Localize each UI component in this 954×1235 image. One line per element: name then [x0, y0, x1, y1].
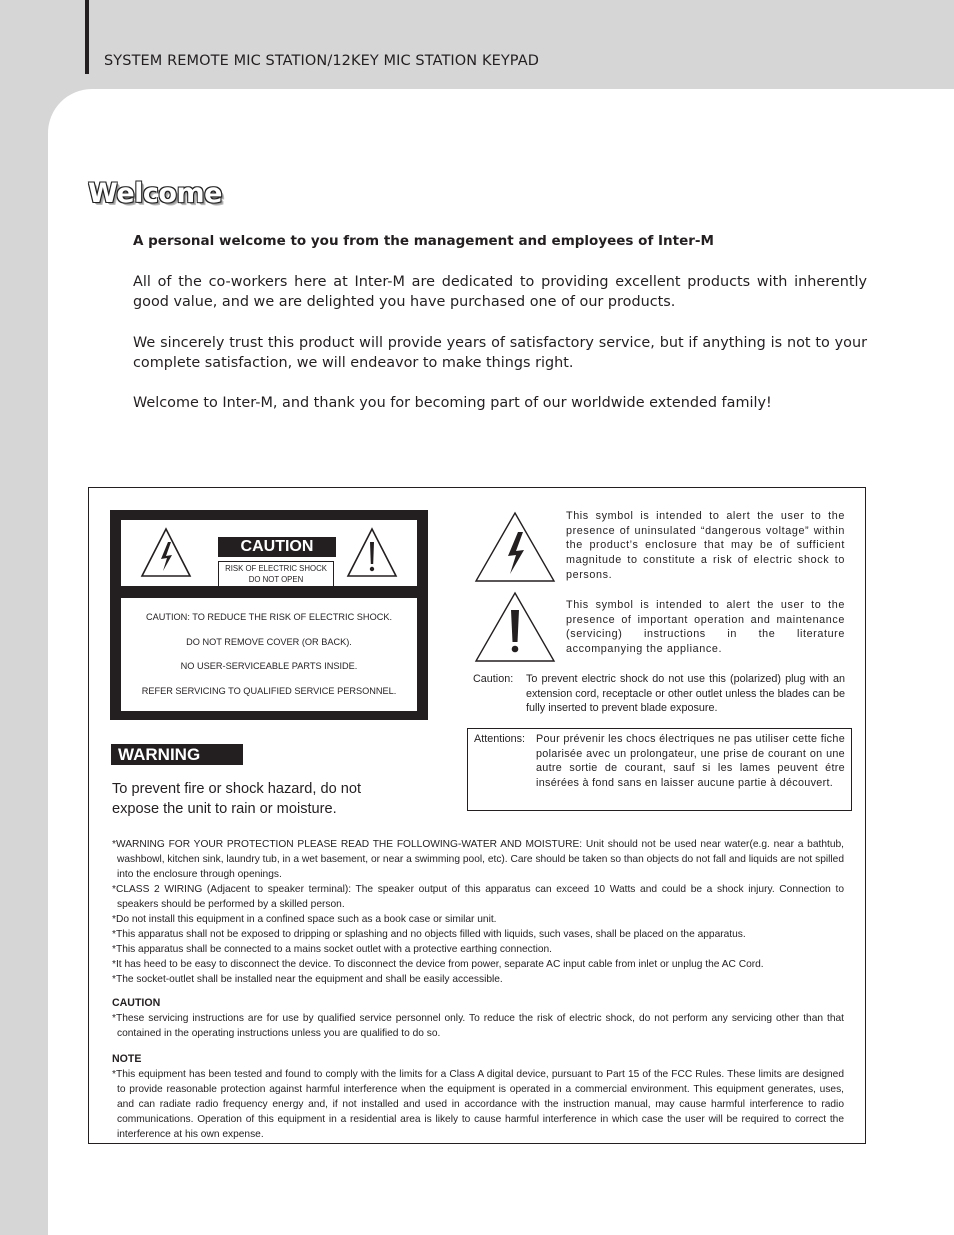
welcome-paragraph-1: All of the co-workers here at Inter-M are dedicated to providing excellent products with inherently good value, and we are delighted you have purchased one of our products.: [133, 274, 867, 310]
caution-line-4: REFER SERVICING TO QUALIFIED SERVICE PERSONNEL.: [141, 686, 397, 696]
welcome-paragraph-2: We sincerely trust this product will provide years of satisfactory service, but if anything is not to your complete satisfaction, we will endeavor to make things right.: [133, 335, 867, 371]
exclamation-triangle-icon: [473, 590, 557, 664]
caution-sublabel: RISK OF ELECTRIC SHOCK DO NOT OPEN: [218, 561, 334, 587]
safety-notes: [112, 837, 844, 987]
attention-symbol-text: This symbol is intended to alert the user to the presence of important operation and maintenance (servicing) instructions in the literature accompanying the appliance.: [566, 599, 845, 656]
exclamation-triangle-icon: [345, 526, 399, 580]
note-item: *The socket-outlet shall be installed near the equipment and shall be easily accessible.: [112, 974, 503, 985]
note-item: *CLASS 2 WIRING (Adjacent to speaker terminal): The speaker output of this apparatus can exceed 10 Watts and could be a shock injury. Connection to speakers should be performed by a skilled person.: [112, 884, 844, 910]
page-header-title: SYSTEM REMOTE MIC STATION/12KEY MIC STATION KEYPAD: [104, 53, 539, 69]
caution-text: *These servicing instructions are for use by qualified service personnel only. To reduce the risk of electric shock, do not perform any servicing other than that contained in the operating instructions unless you are qualified to do so.: [112, 1013, 844, 1039]
caution-panel-bottom: [121, 598, 417, 711]
welcome-heading: Welcome: [88, 178, 222, 209]
caution-line-3: NO USER-SERVICEABLE PARTS INSIDE.: [180, 661, 358, 671]
note-section: [112, 1052, 844, 1142]
attentions-text: Pour prévenir les chocs électriques ne pas utiliser cette fiche polarisée avec un prolongateur, une prise de courant on une autre sortie de courant, sauf si les lames peuvent étre insérées à fond sans en laisser aucune partie à découvert.: [536, 733, 845, 790]
note-item: *This apparatus shall not be exposed to dripping or splashing and no objects filled with liquids, such vases, shall be placed on the apparatus.: [112, 929, 746, 940]
caution-label: CAUTION: [218, 537, 336, 557]
welcome-paragraph-3: Welcome to Inter-M, and thank you for becoming part of our worldwide extended family!: [133, 395, 772, 411]
note-text: *This equipment has been tested and found to comply with the limits for a Class A digital device, pursuant to Part 15 of the FCC Rules. These limits are designed to provide reasonable protection against harmful interference when the equipment is operated in a commercial environment. This equipment generates, uses, and can radiate radio frequency energy and, if not installed and used in accordance with the instruction manual, may cause harmful interference to radio communications. Operation of this equipment in a residential area is likely to cause harmful interference in which case the user will be required to correct the interference at his own expense.: [112, 1069, 844, 1140]
caution-panel: [110, 510, 428, 720]
lightning-triangle-icon: [473, 510, 557, 584]
voltage-symbol-text: This symbol is intended to alert the user to the presence of uninsulated “dangerous voltage” within the product’s enclosure that may be of sufficient magnitude to constitute a risk of electric shock to persons.: [566, 510, 845, 581]
note-heading: NOTE: [112, 1053, 142, 1065]
lightning-triangle-icon: [139, 526, 193, 580]
warning-label: WARNING: [111, 744, 243, 765]
plug-caution-key: Caution:: [473, 673, 514, 685]
caution-section: [112, 996, 844, 1041]
note-item: *It has heed to be easy to disconnect the device. To disconnect the device from power, separate AC input cable from inlet or unplug the AC Cord.: [112, 959, 764, 970]
plug-caution: [473, 672, 845, 716]
caution-heading: CAUTION: [112, 997, 161, 1009]
note-item: *Do not install this equipment in a confined space such as a book case or similar unit.: [112, 914, 497, 925]
warning-text: To prevent fire or shock hazard, do not expose the unit to rain or moisture.: [112, 781, 362, 817]
caution-panel-top: [121, 520, 417, 586]
attentions-key: Attentions:: [474, 733, 526, 745]
caution-line-2: DO NOT REMOVE COVER (OR BACK).: [186, 637, 352, 647]
note-item: *WARNING FOR YOUR PROTECTION PLEASE READ THE FOLLOWING-WATER AND MOISTURE: Unit should not be used near water(e.g. near a bathtub, washbowl, kitchen sink, laundry tub, in a wet basement, or near a swimming pool, etc). Care should be taken so than objects do not fall and liquids are not spilled into the enclosure through openings.: [112, 839, 844, 880]
note-item: *This apparatus shall be connected to a mains socket outlet with a protective earthing connection.: [112, 944, 553, 955]
header-rule: [85, 0, 89, 74]
caution-line-1: CAUTION: TO REDUCE THE RISK OF ELECTRIC SHOCK.: [145, 612, 393, 622]
welcome-lead: A personal welcome to you from the management and employees of Inter-M: [133, 233, 714, 249]
attentions-box: [467, 728, 852, 811]
plug-caution-text: To prevent electric shock do not use this (polarized) plug with an extension cord, receptacle or other outlet unless the blades can be fully inserted to prevent blade exposure.: [526, 673, 845, 715]
